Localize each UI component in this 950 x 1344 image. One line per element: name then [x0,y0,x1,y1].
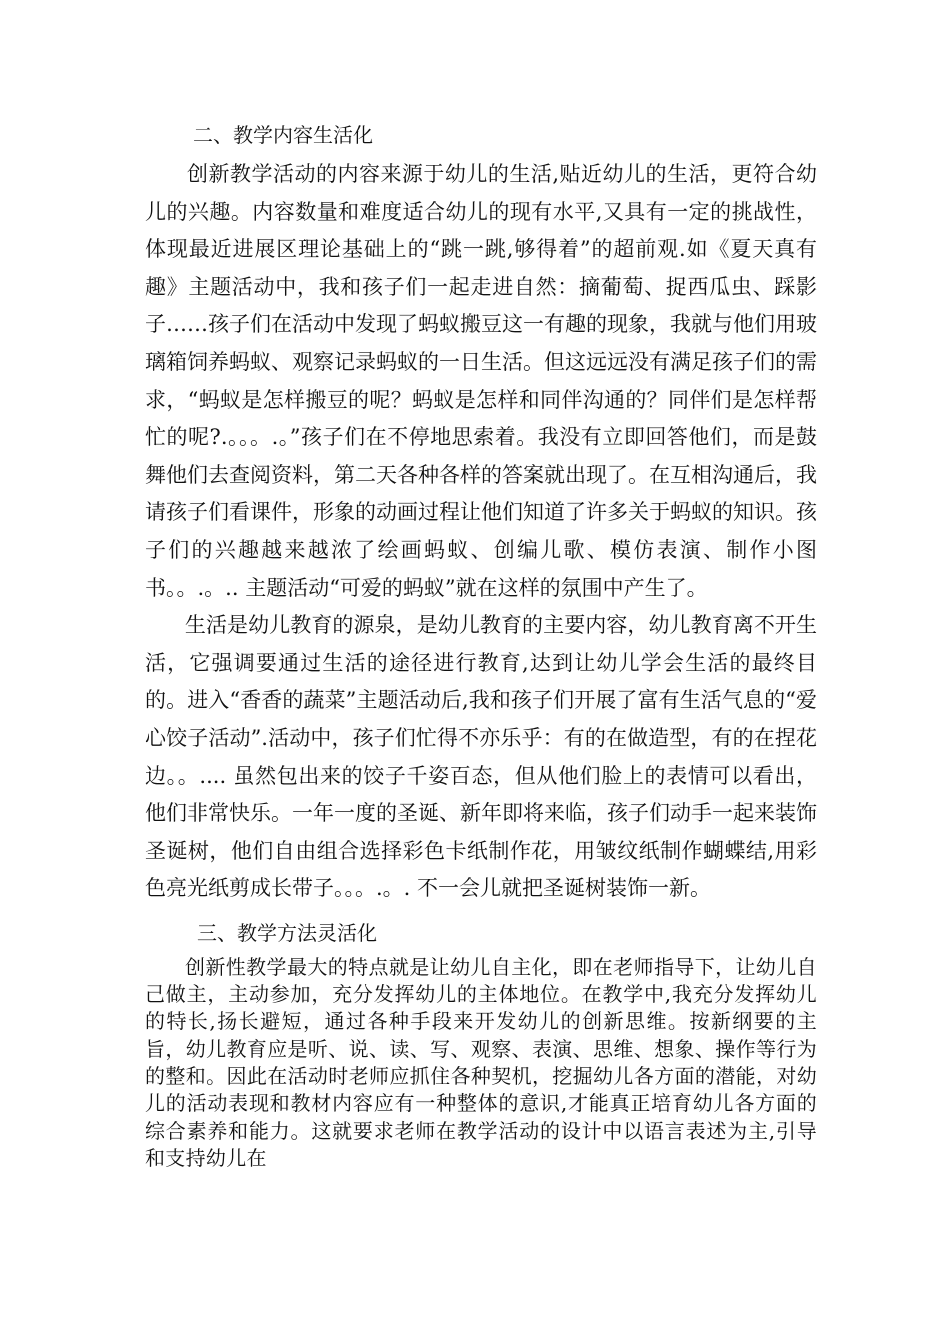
section-heading-teaching-content: 二、教学内容生活化 [193,123,373,147]
paragraph-life-education: 生活是幼儿教育的源泉，是幼儿教育的主要内容，幼儿教育离不开生活，它强调要通过生活的途径进行教育,达到让幼儿学会生活的最终目的。进入“香香的蔬菜”主题活动后,我和孩子们开展了富有生活气息的“爱心饺子活动”.活动中，孩子们忙得不亦乐乎：有的在做造型，有的在捏花边。。.... 虽然包出来的饺子千姿百态，但从他们脸上的表情可以看出，他们非常快乐。一年一度的圣诞、新年即将来临，孩子们动手一起来装饰圣诞树，他们自由组合选择彩色卡纸制作花，用皱纹纸制作蝴蝶结,用彩色亮光纸剪成长带子。。。.。. 不一会儿就把圣诞树装饰一新。 [145,613,817,901]
paragraph-ant-theme: 创新教学活动的内容来源于幼儿的生活,贴近幼儿的生活，更符合幼儿的兴趣。内容数量和难度适合幼儿的现有水平,又具有一定的挑战性，体现最近进展区理论基础上的“跳一跳,够得着”的超前观.如《夏天真有趣》主题活动中，我和孩子们一起走进自然：摘葡萄、捉西瓜虫、踩影子……孩子们在活动中发现了蚂蚁搬豆这一有趣的现象，我就与他们用玻璃箱饲养蚂蚁、观察记录蚂蚁的一日生活。但这远远没有满足孩子们的需求，“蚂蚁是怎样搬豆的呢？蚂蚁是怎样和同伴沟通的？同伴们是怎样帮忙的呢?.。。。.。”孩子们在不停地思索着。我没有立即回答他们，而是鼓舞他们去查阅资料，第二天各种各样的答案就出现了。在互相沟通后，我请孩子们看课件，形象的动画过程让他们知道了许多关于蚂蚁的知识。孩子们的兴趣越来越浓了绘画蚂蚁、创编儿歌、模仿表演、制作小图书。。.。.. 主题活动“可爱的蚂蚁”就在这样的氛围中产生了。 [145,162,817,600]
document-body [145,118,817,1172]
section-heading-teaching-methods: 三、教学方法灵活化 [197,920,377,945]
paragraph-innovative-teaching: 创新性教学最大的特点就是让幼儿自主化，即在老师指导下，让幼儿自己做主，主动参加，充分发挥幼儿的主体地位。在教学中,我充分发挥幼儿的特长,扬长避短，通过各种手段来开发幼儿的创新思维。按新纲要的主旨，幼儿教育应是听、说、读、写、观察、表演、思维、想象、操作等行为的整和。因此在活动时老师应抓住各种契机，挖掘幼儿各方面的潜能，对幼儿的活动表现和教材内容应有一种整体的意识,才能真正培育幼儿各方面的综合素养和能力。这就要求老师在教学活动的设计中以语言表述为主,引导和支持幼儿在 [145,954,817,1170]
